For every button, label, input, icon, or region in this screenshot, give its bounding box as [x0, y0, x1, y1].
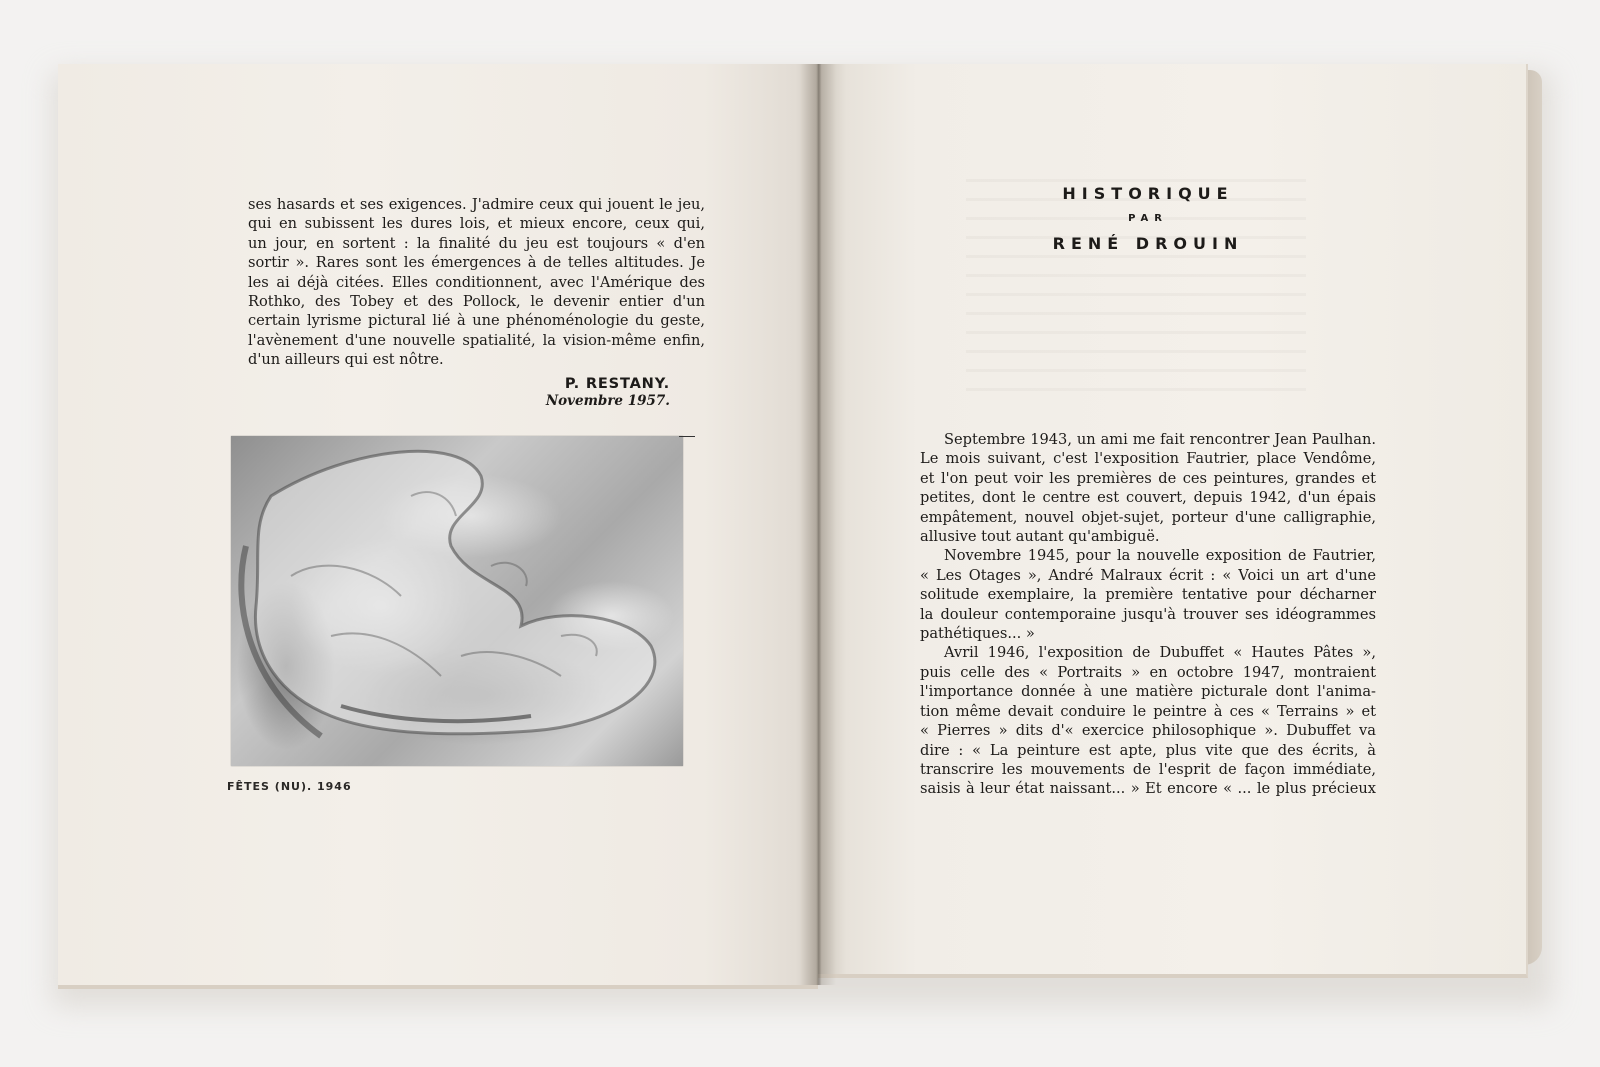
signature-block	[490, 375, 670, 409]
text-line: qui en subissent les dures lois, et mieux encore, ceux qui,	[248, 215, 705, 233]
text-line: pathétiques... »	[920, 625, 1035, 643]
text-line: Novembre 1945, pour la nouvelle exposition de Fautrier,	[944, 547, 1376, 565]
text-line: les ai déjà citées. Elles conditionnent, avec l'Amérique des	[248, 273, 705, 291]
text-line: sortir ». Rares sont les émergences à de telles altitudes. Je	[248, 254, 705, 272]
right-page-text	[920, 430, 1376, 799]
text-line: transcrire les mouvements de l'esprit de façon immédiate,	[920, 760, 1376, 778]
chapter-author: RENÉ DROUIN	[1052, 234, 1244, 253]
text-line: un jour, en sortent : la finalité du jeu est toujours « d'en	[248, 234, 705, 252]
chapter-title: HISTORIQUE	[1062, 184, 1234, 203]
text-line: et l'on peut voir les premières de ces peintures, grandes et	[920, 469, 1376, 487]
artwork-photo	[231, 436, 683, 766]
left-page	[58, 64, 818, 989]
text-line: la douleur contemporaine jusqu'à trouver ses idéogrammes	[920, 605, 1376, 623]
text-line: ses hasards et ses exigences. J'admire ceux qui jouent le jeu,	[248, 196, 705, 213]
text-line: saisis à leur état naissant... » Et encore « ... le plus précieux	[920, 780, 1376, 798]
artwork-texture	[231, 436, 683, 766]
text-line: l'importance donnée à une matière picturale dont l'anima-	[920, 683, 1376, 701]
left-page-text	[248, 195, 705, 370]
text-line: l'avènement d'une nouvelle spatialité, la vision-même enfin,	[248, 331, 705, 349]
right-page	[818, 64, 1528, 978]
text-line: « Les Otages », André Malraux écrit : « Voici un art d'une	[920, 566, 1376, 584]
signature-name: P. RESTANY.	[564, 375, 670, 392]
text-line: empâtement, nouvel objet-sujet, porteur d'une calligraphie,	[920, 508, 1376, 526]
photo-caption: FÊTES (NU). 1946	[227, 780, 352, 793]
text-line: Le mois suivant, c'est l'exposition Fautrier, place Vendôme,	[920, 450, 1376, 468]
signature-date: Novembre 1957.	[545, 393, 670, 409]
book-gutter	[800, 64, 836, 985]
text-line: allusive tout autant qu'ambiguë.	[920, 528, 1160, 546]
text-line: puis celle des « Portraits » en octobre 1947, montraient	[920, 663, 1376, 681]
text-line: « Pierres » dits d'« exercice philosophique ». Dubuffet va	[920, 722, 1376, 740]
text-line: Rothko, des Tobey et des Pollock, le devenir entier d'un	[248, 293, 705, 311]
text-line: dire : « La peinture est apte, plus vite que des écrits, à	[920, 741, 1376, 759]
text-line: Septembre 1943, un ami me fait rencontrer Jean Paulhan.	[944, 431, 1376, 448]
chapter-by: PAR	[1128, 213, 1168, 224]
text-line: certain lyrisme pictural lié à une phénoménologie du geste,	[248, 312, 705, 330]
chapter-heading	[1018, 184, 1278, 253]
photo-corner-mark	[679, 436, 695, 437]
text-line: solitude exemplaire, la première tentative pour décharner	[920, 586, 1376, 604]
text-line: d'un ailleurs qui est nôtre.	[248, 351, 444, 369]
text-line: petites, dont le centre est couvert, depuis 1942, d'un épais	[920, 489, 1376, 507]
text-line: tion même devait conduire le peintre à ces « Terrains » et	[920, 702, 1376, 720]
text-line: Avril 1946, l'exposition de Dubuffet « Hautes Pâtes »,	[944, 644, 1376, 662]
